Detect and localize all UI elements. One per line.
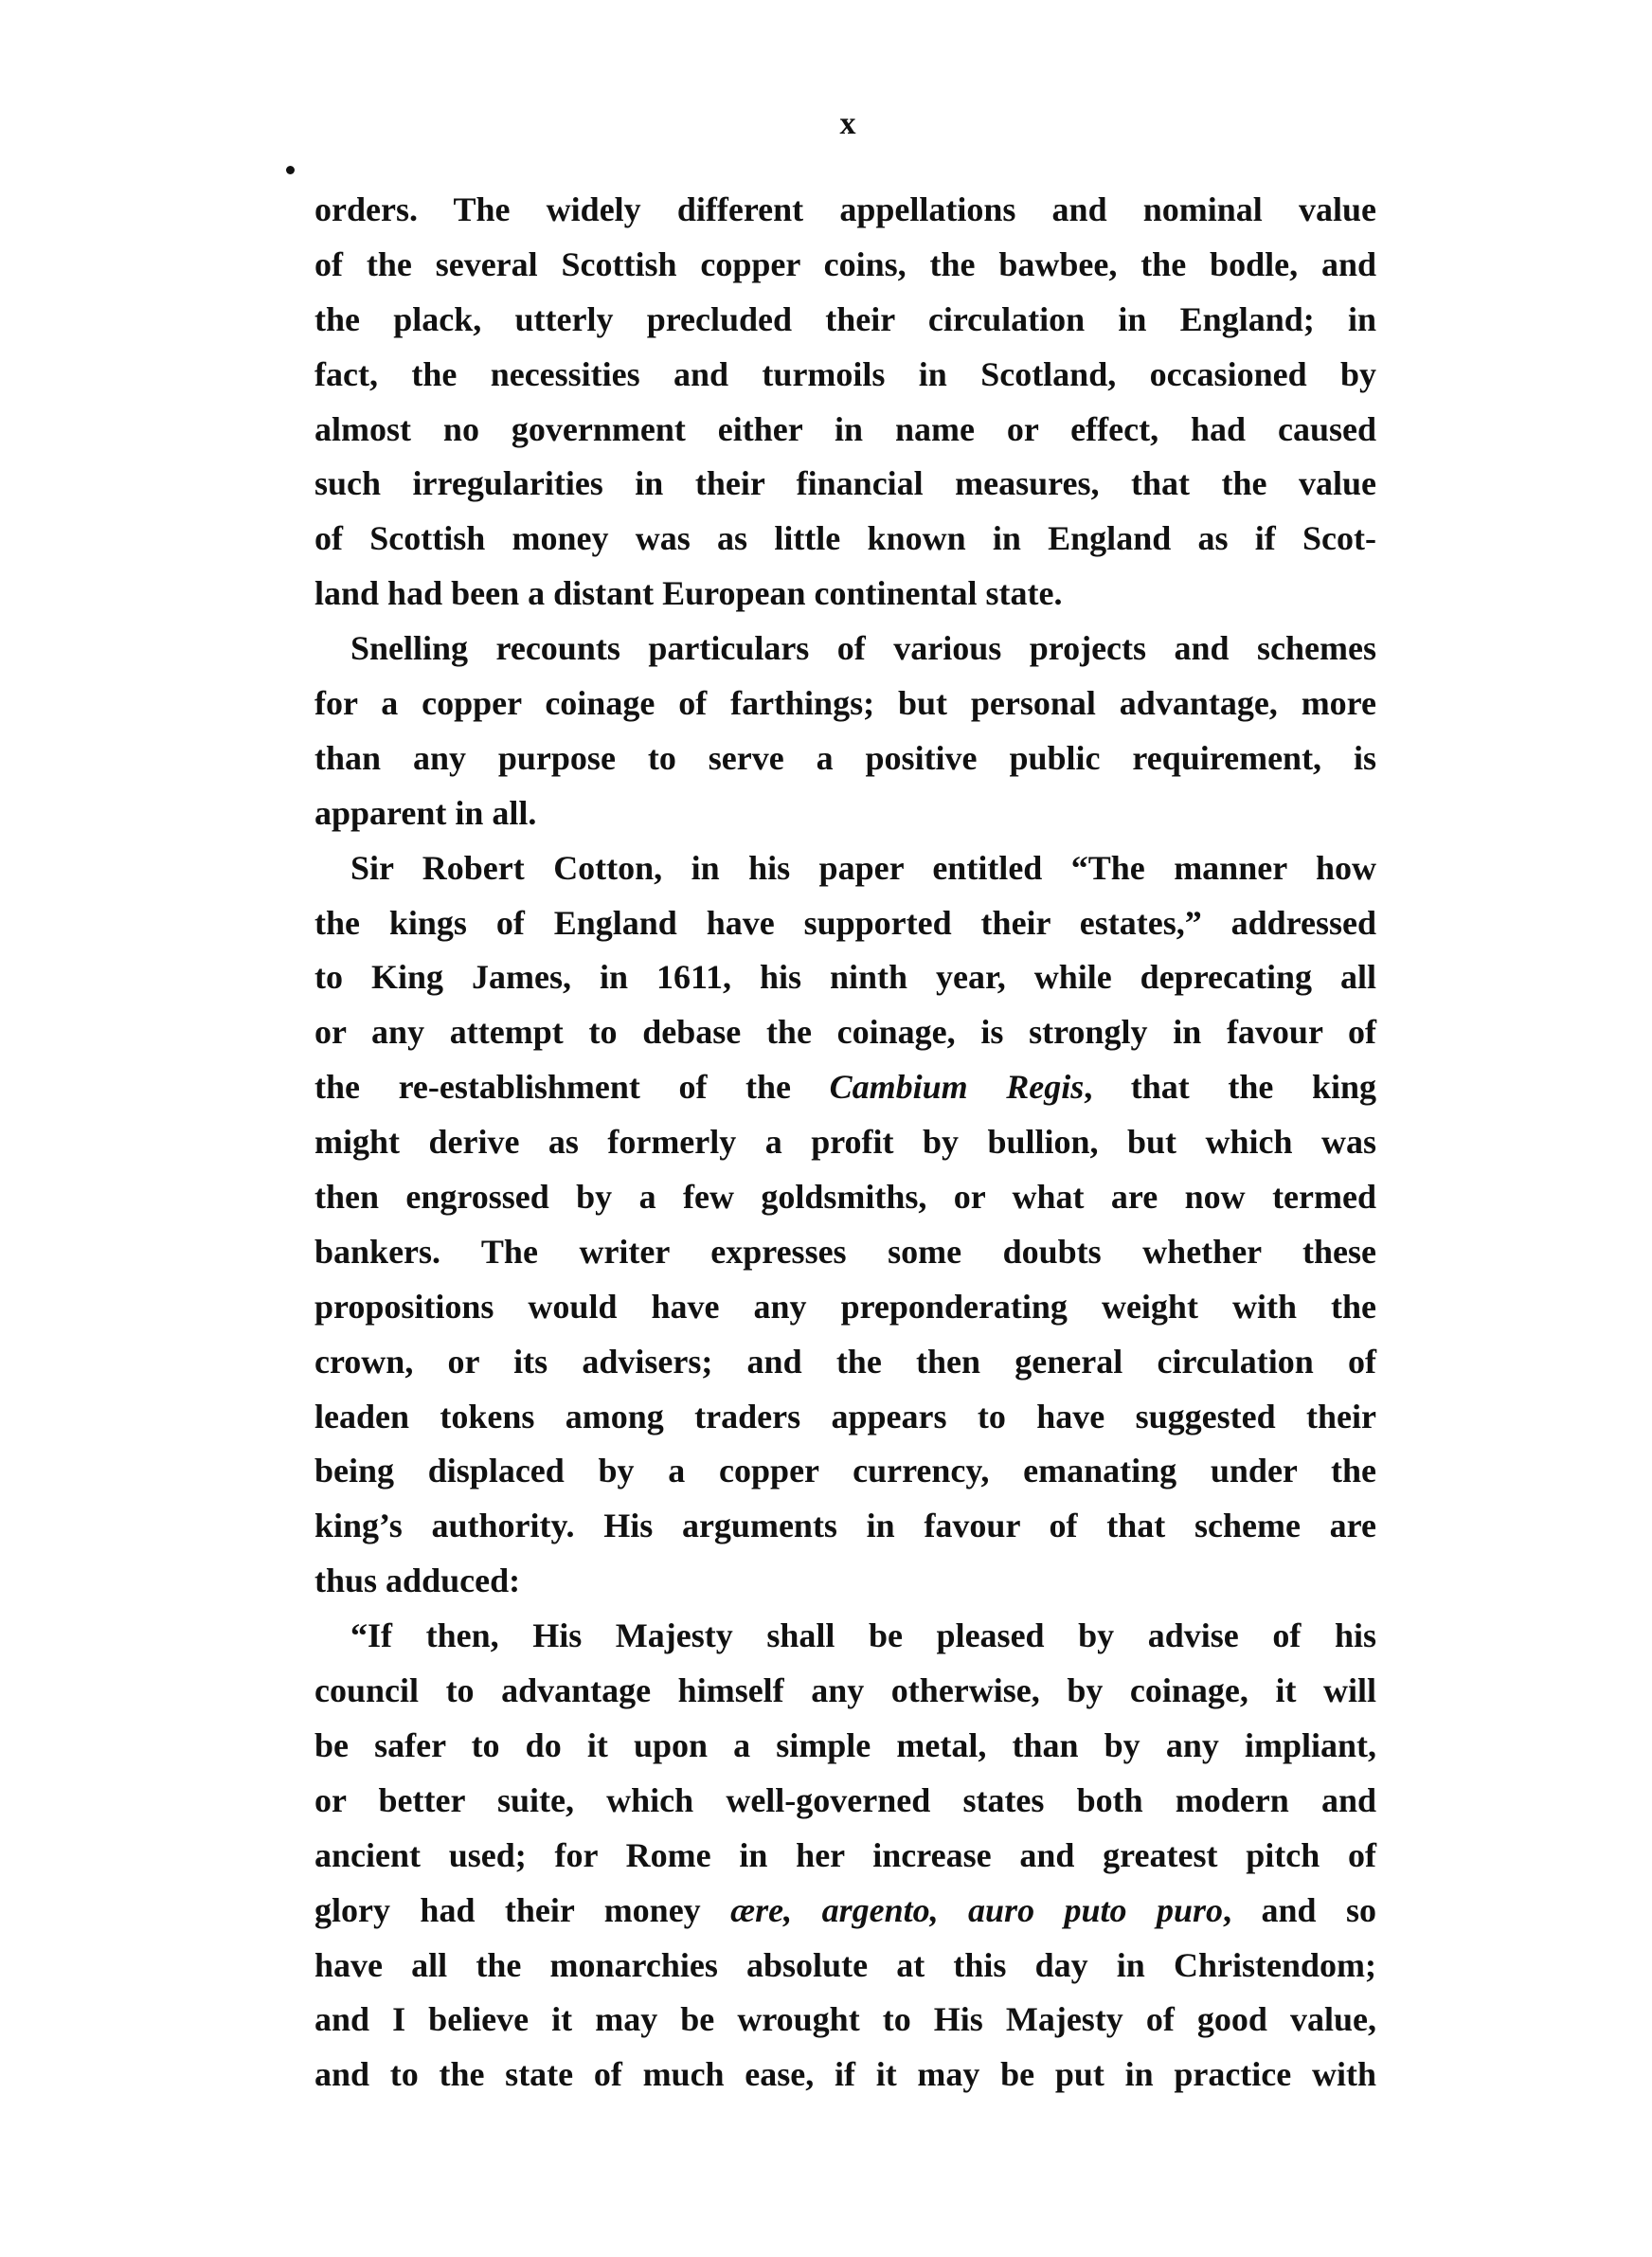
text-line xyxy=(314,1884,1376,1939)
text-line xyxy=(314,1005,1376,1060)
text-run: the kings of England have supported their estates,” addressed xyxy=(314,903,1376,942)
text-line xyxy=(314,731,1376,786)
text-line xyxy=(314,1993,1376,2048)
text-run: fact, the necessities and turmoils in Scotland, occasioned by xyxy=(314,354,1376,393)
text-line xyxy=(314,293,1376,348)
text-run: “If then, His Majesty shall be pleased by advise of his xyxy=(350,1616,1376,1655)
text-run: leaden tokens among traders appears to have suggested their xyxy=(314,1397,1376,1435)
text-run: , and so xyxy=(1223,1890,1376,1929)
text-run: apparent in all. xyxy=(314,793,537,832)
text-run: bankers. The writer expresses some doubts whether these xyxy=(314,1232,1376,1271)
text-line xyxy=(314,403,1376,458)
ink-speck xyxy=(286,166,295,174)
text-line xyxy=(314,512,1376,567)
text-line xyxy=(314,348,1376,403)
text-line xyxy=(314,1335,1376,1390)
text-run: king’s authority. His arguments in favour of that scheme are xyxy=(314,1507,1376,1545)
text-line xyxy=(314,1225,1376,1280)
text-line xyxy=(314,896,1376,951)
text-run: propositions would have any preponderating weight with the xyxy=(314,1287,1376,1326)
italic-text: ære, argento, auro puto puro xyxy=(730,1890,1224,1929)
text-line xyxy=(314,1609,1376,1664)
text-run: almost no government either in name or effect, had caused xyxy=(314,409,1376,448)
text-run: might derive as formerly a profit by bullion, but which was xyxy=(314,1123,1376,1162)
text-run: Sir Robert Cotton, in his paper entitled “The manner how xyxy=(350,848,1376,887)
text-run: the re-establishment of the xyxy=(314,1068,830,1107)
text-line xyxy=(314,1499,1376,1554)
text-run: orders. The widely different appellations and nominal value xyxy=(314,190,1376,228)
text-run: being displaced by a copper currency, emanating under the xyxy=(314,1452,1376,1490)
text-run: of the several Scottish copper coins, the bawbee, the bodle, and xyxy=(314,244,1376,283)
text-run: ancient used; for Rome in her increase and greatest pitch of xyxy=(314,1835,1376,1874)
text-line xyxy=(314,950,1376,1005)
text-line xyxy=(314,1280,1376,1335)
text-run: such irregularities in their financial measures, that the value xyxy=(314,464,1376,503)
text-run: thus adduced: xyxy=(314,1562,521,1600)
text-run: then engrossed by a few goldsmiths, or what are now termed xyxy=(314,1178,1376,1217)
text-run: be safer to do it upon a simple metal, than by any impliant, xyxy=(314,1725,1376,1764)
text-line xyxy=(314,238,1376,293)
text-run: and I believe it may be wrought to His Majesty of good value, xyxy=(314,2000,1376,2039)
text-line xyxy=(314,677,1376,731)
text-line xyxy=(314,1664,1376,1719)
text-run: glory had their money xyxy=(314,1890,731,1929)
text-run: council to advantage himself any otherwise, by coinage, it will xyxy=(314,1671,1376,1710)
page-number: x xyxy=(839,106,856,141)
text-line xyxy=(314,1939,1376,1994)
text-line xyxy=(314,622,1376,677)
text-line xyxy=(314,1829,1376,1884)
text-line xyxy=(314,1060,1376,1115)
text-run: the plack, utterly precluded their circulation in England; in xyxy=(314,299,1376,338)
text-run: Snelling recounts particulars of various projects and schemes xyxy=(350,629,1376,668)
text-line xyxy=(314,1115,1376,1170)
text-run: or any attempt to debase the coinage, is strongly in favour of xyxy=(314,1013,1376,1052)
text-run: than any purpose to serve a positive public requirement, is xyxy=(314,738,1376,777)
text-run: of Scottish money was as little known in England as if Scot- xyxy=(314,519,1376,558)
body-text xyxy=(314,183,1376,2103)
text-line xyxy=(314,1444,1376,1499)
text-line xyxy=(314,786,1376,841)
text-line xyxy=(314,1390,1376,1445)
text-run: and to the state of much ease, if it may be put in practice with xyxy=(314,2055,1376,2094)
text-line xyxy=(314,1170,1376,1225)
text-run: land had been a distant European continental state. xyxy=(314,574,1063,613)
text-line xyxy=(314,1719,1376,1774)
text-line xyxy=(314,457,1376,512)
text-run: or better suite, which well-governed states both modern and xyxy=(314,1780,1376,1819)
text-line xyxy=(314,567,1376,622)
text-line xyxy=(314,2048,1376,2103)
text-line xyxy=(314,1554,1376,1609)
text-run: to King James, in 1611, his ninth year, while deprecating all xyxy=(314,958,1376,997)
italic-text: Cambium Regis xyxy=(829,1068,1085,1107)
text-run: crown, or its advisers; and the then general circulation of xyxy=(314,1342,1376,1381)
text-line xyxy=(314,1774,1376,1829)
text-run: , that the king xyxy=(1084,1068,1376,1107)
text-line xyxy=(314,183,1376,238)
text-line xyxy=(314,841,1376,896)
text-run: have all the monarchies absolute at this day in Christendom; xyxy=(314,1945,1376,1984)
text-run: for a copper coinage of farthings; but personal advantage, more xyxy=(314,684,1376,723)
